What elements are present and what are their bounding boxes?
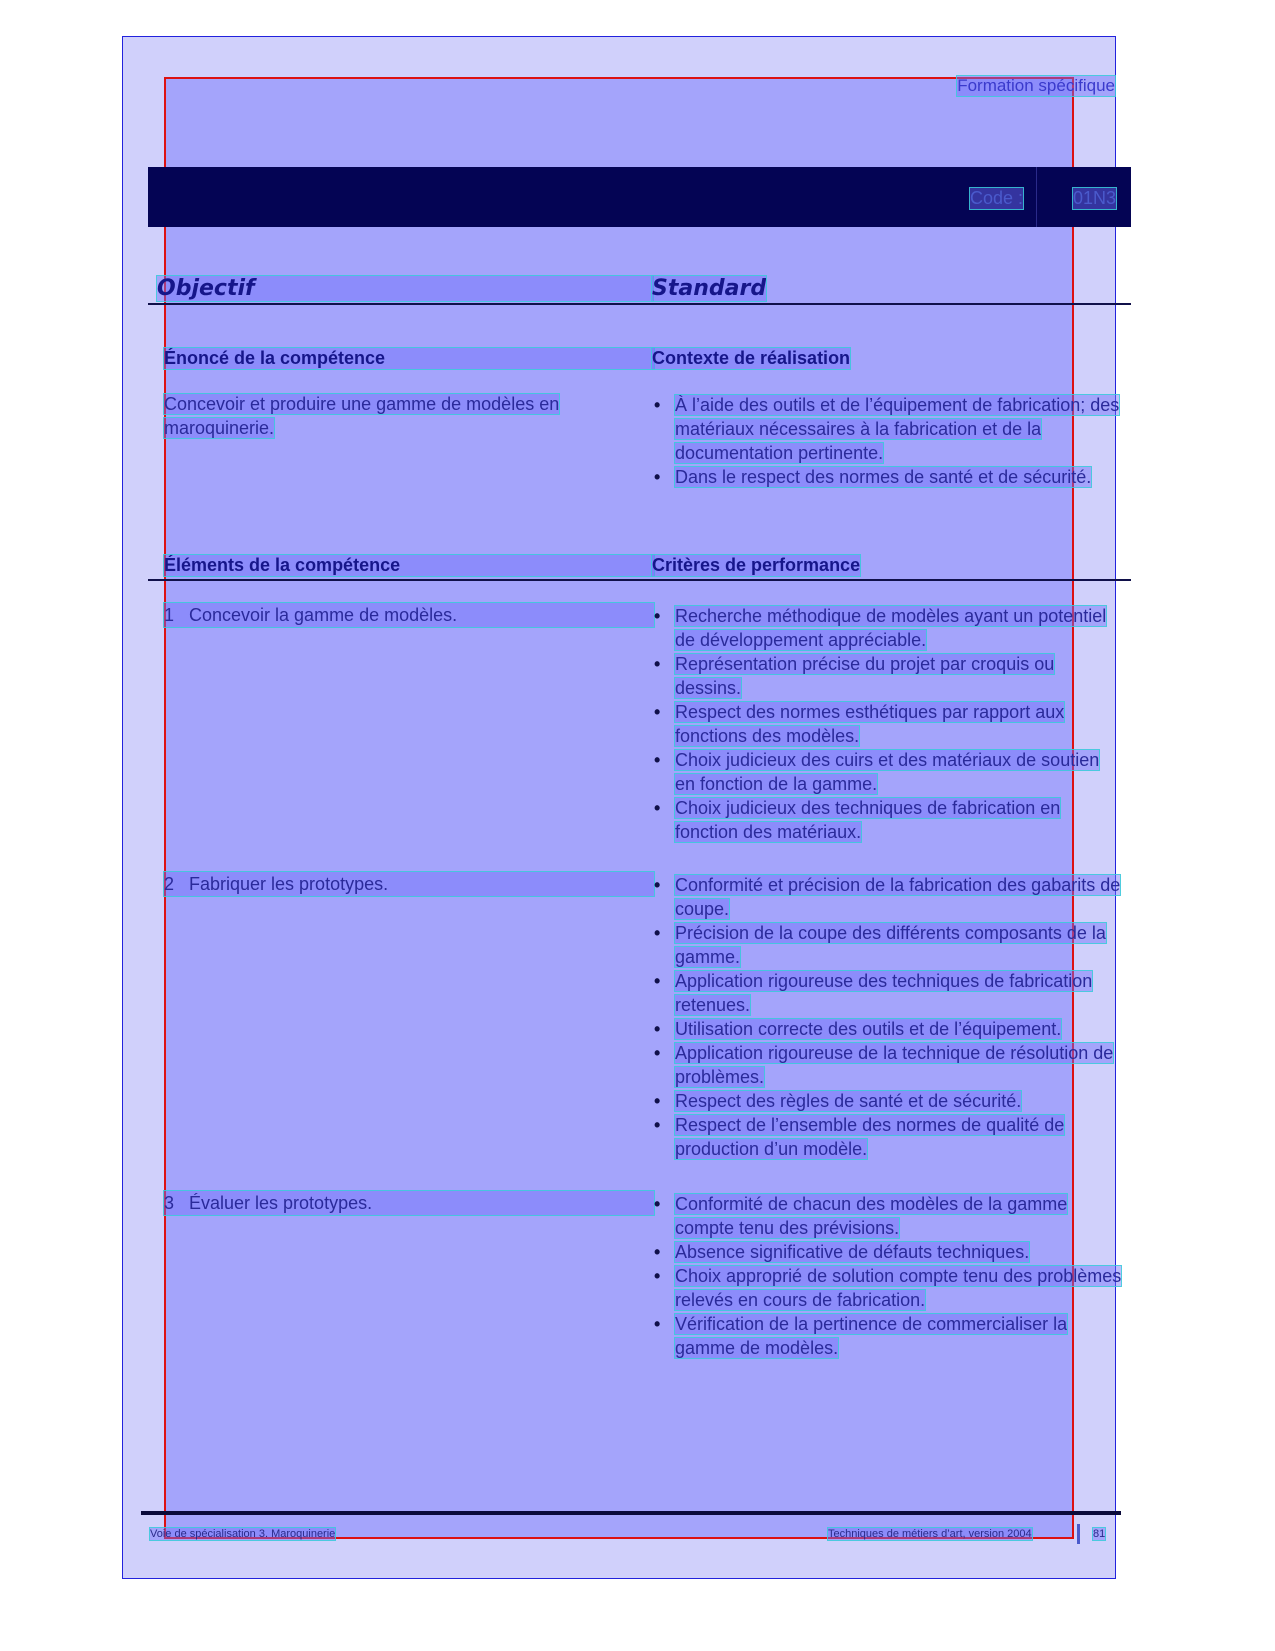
criteria-text: Vérification de la pertinence de commercialiser la gamme de modèles. (675, 1314, 1068, 1358)
criteria-text: Application rigoureuse des techniques de fabrication retenues. (675, 971, 1093, 1015)
criteria-item (652, 1264, 1122, 1312)
criteria-text: Représentation précise du projet par croquis ou dessins. (675, 654, 1055, 698)
criteria-text: Absence significative de défauts techniques. (675, 1242, 1030, 1262)
section-label: Formation spécifique (957, 76, 1115, 95)
competence-statement: Concevoir et produire une gamme de modèles en maroquinerie. (164, 394, 560, 438)
criteria-text: Choix judicieux des techniques de fabrication en fonction des matériaux. (675, 798, 1061, 842)
element-1 (164, 603, 654, 627)
criteria-item (652, 748, 1122, 796)
criteria-item (652, 921, 1122, 969)
criteria-text: Application rigoureuse de la technique de résolution de problèmes. (675, 1043, 1114, 1087)
criteria-item (652, 700, 1122, 748)
code-value: 01N3 (1073, 188, 1117, 208)
section-rule (148, 303, 1131, 305)
element-label: Évaluer les prototypes. (189, 1193, 373, 1213)
criteria-text: Conformité de chacun des modèles de la gamme compte tenu des prévisions. (675, 1194, 1068, 1238)
criteria-item (652, 393, 1122, 465)
criteria-item (652, 1113, 1122, 1161)
criteria-item (652, 1240, 1122, 1264)
element-number: 2 (164, 874, 175, 894)
criteria-item (652, 969, 1122, 1017)
footer-divider (1077, 1524, 1080, 1544)
criteria-item (652, 465, 1122, 489)
criteria-text: Utilisation correcte des outils et de l’équipement. (675, 1019, 1062, 1039)
criteria-text: Respect de l’ensemble des normes de qualité de production d’un modèle. (675, 1115, 1065, 1159)
criteria-item (652, 1017, 1122, 1041)
element-2 (164, 872, 654, 896)
code-label: Code : (970, 188, 1024, 208)
element-3 (164, 1191, 654, 1215)
elements-rule (148, 579, 1131, 581)
competence-title: Énoncé de la compétence (164, 348, 654, 369)
element-label: Fabriquer les prototypes. (189, 874, 389, 894)
standard-heading: Standard (652, 276, 767, 301)
criteria-text: Conformité et précision de la fabrication des gabarits de coupe. (675, 875, 1121, 919)
criteria-list-2 (652, 873, 1122, 1161)
element-number: 3 (164, 1193, 175, 1213)
criteria-item (652, 1312, 1122, 1360)
criteria-text: Recherche méthodique de modèles ayant un potentiel de développement appréciable. (675, 606, 1107, 650)
criteria-text: Dans le respect des normes de santé et de sécurité. (675, 467, 1092, 487)
contexte-list (652, 393, 1122, 489)
criteria-item (652, 873, 1122, 921)
element-number: 1 (164, 605, 175, 625)
footer-rule (141, 1511, 1121, 1515)
criteria-list-1 (652, 604, 1122, 844)
element-label: Concevoir la gamme de modèles. (189, 605, 458, 625)
code-divider (1036, 167, 1037, 227)
competence-text (164, 392, 634, 440)
objectif-heading: Objectif (157, 276, 653, 301)
footer-right-text: Techniques de métiers d’art, version 2004 (828, 1528, 1032, 1540)
criteria-item (652, 604, 1122, 652)
contexte-title: Contexte de réalisation (652, 348, 851, 368)
criteria-item (652, 652, 1122, 700)
criteria-item (652, 1089, 1122, 1113)
criteria-text: Respect des normes esthétiques par rapport aux fonctions des modèles. (675, 702, 1065, 746)
page-number: 81 (1093, 1528, 1106, 1540)
criteria-item (652, 1192, 1122, 1240)
elements-title: Éléments de la compétence (164, 555, 654, 576)
criteria-text: Précision de la coupe des différents composants de la gamme. (675, 923, 1106, 967)
criteria-list-3 (652, 1192, 1122, 1360)
criteria-text: Choix approprié de solution compte tenu des problèmes relevés en cours de fabrication. (675, 1266, 1122, 1310)
criteria-item (652, 1041, 1122, 1089)
criteria-item (652, 796, 1122, 844)
criteria-text: Respect des règles de santé et de sécurité. (675, 1091, 1022, 1111)
criteria-text: Choix judicieux des cuirs et des matériaux de soutien en fonction de la gamme. (675, 750, 1100, 794)
criteres-title: Critères de performance (652, 555, 861, 575)
criteria-text: À l’aide des outils et de l’équipement de fabrication; des matériaux nécessaires à la fabrication et de la documentation pertinente. (675, 395, 1120, 463)
footer-left-text: Voie de spécialisation 3. Maroquinerie (150, 1528, 336, 1540)
